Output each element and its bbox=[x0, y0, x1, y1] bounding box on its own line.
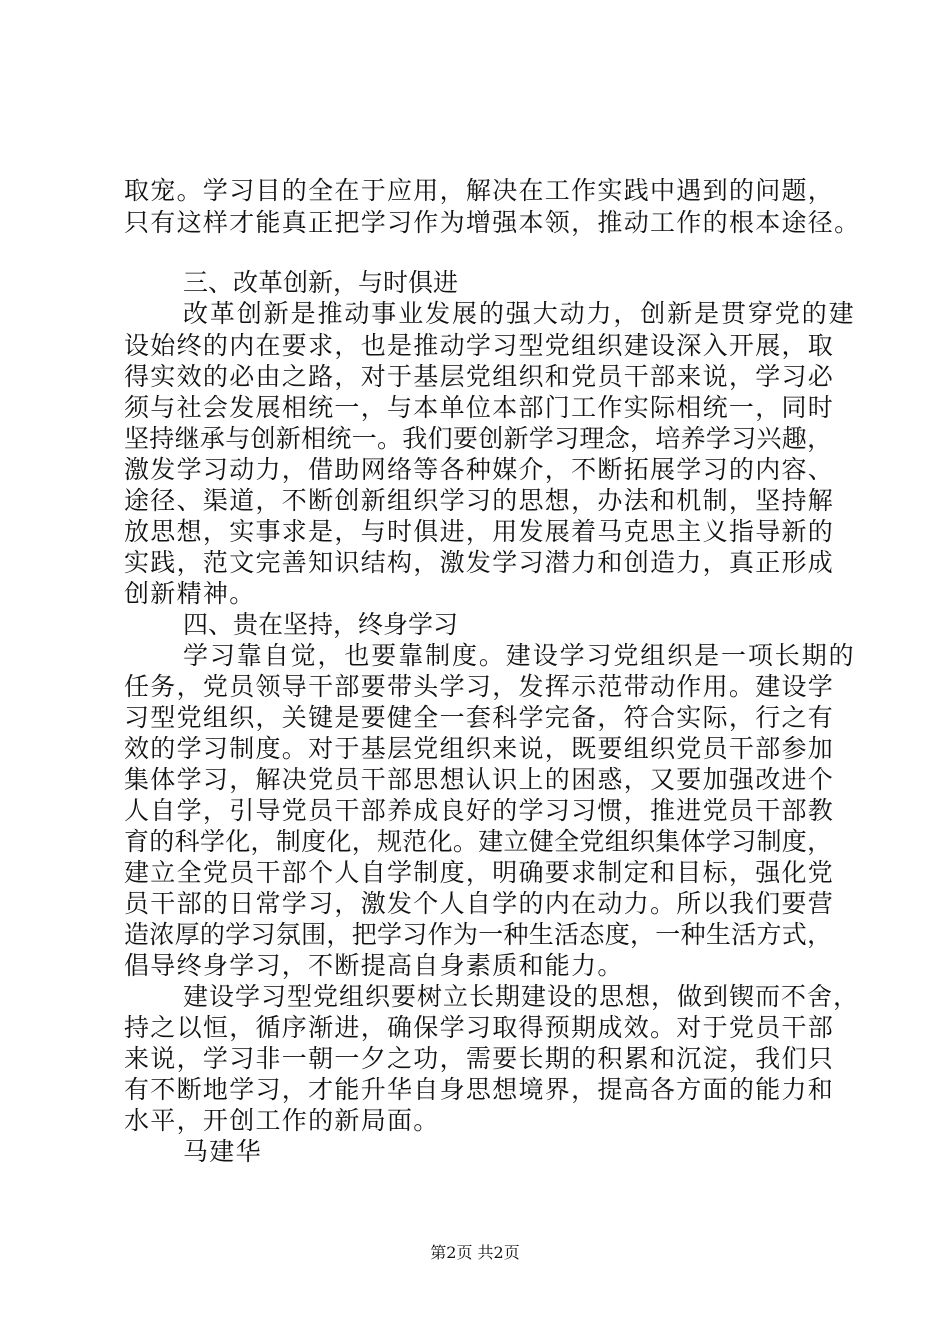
text-line: 激发学习动力，借助网络等各种媒介，不断拓展学习的内容、 bbox=[124, 455, 835, 484]
text-line: 须与社会发展相统一，与本单位本部门工作实际相统一，同时 bbox=[124, 393, 835, 422]
text-line: 建立全党员干部个人自学制度，明确要求制定和目标，强化党 bbox=[124, 858, 835, 887]
text-line: 创新精神。 bbox=[124, 579, 256, 608]
text-line: 只有这样才能真正把学习作为增强本领，推动工作的根本途径。 bbox=[124, 208, 861, 237]
text-line: 设始终的内在要求，也是推动学习型党组织建设深入开展，取 bbox=[124, 331, 835, 360]
section-heading: 四、贵在坚持，终身学习 bbox=[183, 610, 459, 639]
text-line: 取宠。学习目的全在于应用，解决在工作实践中遇到的问题， bbox=[124, 176, 835, 205]
text-line: 学习靠自觉，也要靠制度。建设学习党组织是一项长期的 bbox=[183, 641, 856, 670]
text-line: 改革创新是推动事业发展的强大动力，创新是贯穿党的建 bbox=[183, 299, 856, 328]
text-line: 实践，范文完善知识结构，激发学习潜力和创造力，真正形成 bbox=[124, 548, 835, 577]
text-line: 任务，党员领导干部要带头学习，发挥示范带动作用。建设学 bbox=[124, 672, 835, 701]
page-number-footer: 第2页 共2页 bbox=[430, 1243, 520, 1262]
text-line: 来说，学习非一朝一夕之功，需要长期的积累和沉淀，我们只 bbox=[124, 1044, 835, 1073]
text-line: 放思想，实事求是，与时俱进，用发展着马克思主义指导新的 bbox=[124, 517, 835, 546]
text-line: 集体学习，解决党员干部思想认识上的困惑，又要加强改进个 bbox=[124, 765, 835, 794]
text-line: 效的学习制度。对于基层党组织来说，既要组织党员干部参加 bbox=[124, 734, 835, 763]
author-name: 马建华 bbox=[183, 1137, 262, 1166]
text-line: 建设学习型党组织要树立长期建设的思想，做到锲而不舍， bbox=[183, 982, 860, 1011]
section-heading: 三、改革创新，与时俱进 bbox=[183, 268, 459, 297]
text-line: 坚持继承与创新相统一。我们要创新学习理念，培养学习兴趣， bbox=[124, 424, 833, 453]
text-line: 造浓厚的学习氛围，把学习作为一种生活态度，一种生活方式， bbox=[124, 920, 833, 949]
text-line: 途径、渠道，不断创新组织学习的思想，办法和机制，坚持解 bbox=[124, 486, 835, 515]
text-line: 有不断地学习，才能升华自身思想境界，提高各方面的能力和 bbox=[124, 1075, 835, 1104]
text-line: 得实效的必由之路，对于基层党组织和党员干部来说，学习必 bbox=[124, 362, 835, 391]
text-line: 员干部的日常学习，激发个人自学的内在动力。所以我们要营 bbox=[124, 889, 835, 918]
text-line: 水平，开创工作的新局面。 bbox=[124, 1106, 440, 1135]
text-line: 习型党组织，关键是要健全一套科学完备，符合实际，行之有 bbox=[124, 703, 835, 732]
text-line: 持之以恒，循序渐进，确保学习取得预期成效。对于党员干部 bbox=[124, 1013, 835, 1042]
text-line: 人自学，引导党员干部养成良好的学习习惯，推进党员干部教 bbox=[124, 796, 835, 825]
text-line: 倡导终身学习，不断提高自身素质和能力。 bbox=[124, 951, 624, 980]
text-line: 育的科学化，制度化，规范化。建立健全党组织集体学习制度， bbox=[124, 827, 833, 856]
